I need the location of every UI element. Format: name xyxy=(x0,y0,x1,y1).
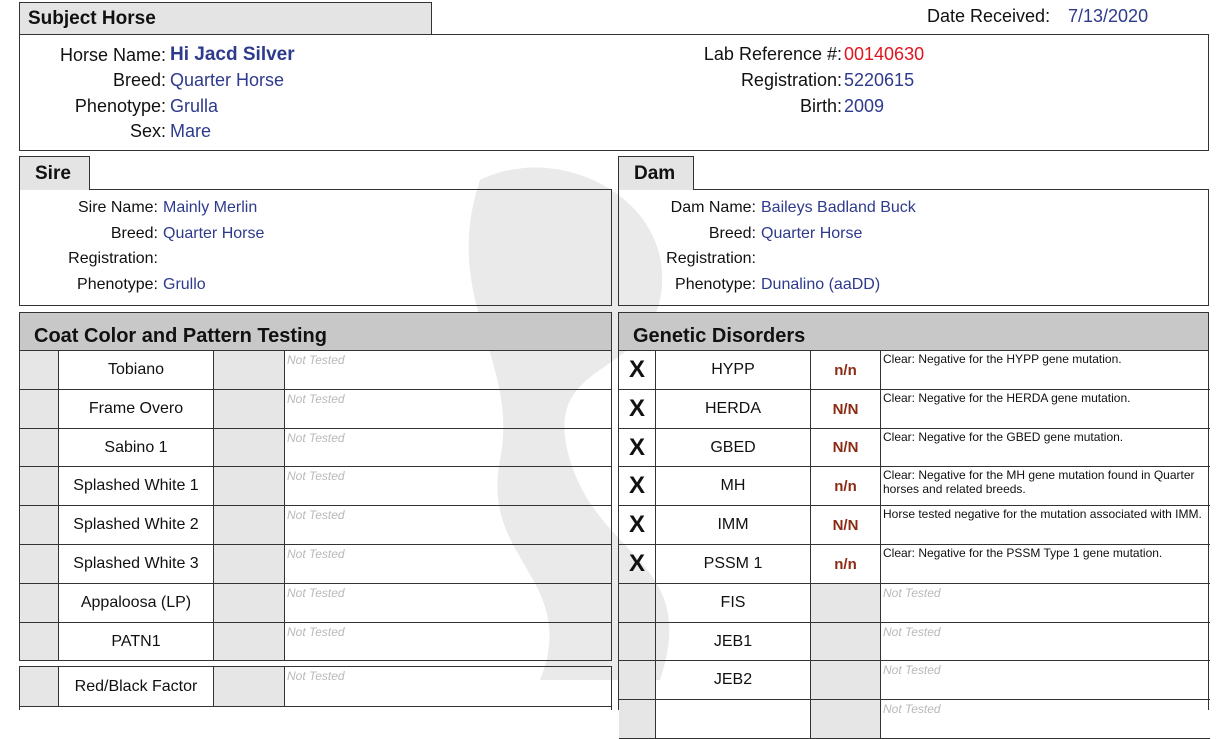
genetic-test-name: IMM xyxy=(656,506,811,545)
genetic-test-description: Clear: Negative for the GBED gene mutation. xyxy=(881,429,1210,467)
dam-name-value: Baileys Badland Buck xyxy=(761,199,916,216)
coat-test-name: Frame Overo xyxy=(59,390,214,429)
coat-result-cell xyxy=(214,429,285,467)
coat-test-name: Sabino 1 xyxy=(59,429,214,467)
sire-phenotype-value: Grullo xyxy=(163,276,206,293)
coat-test-status: Not Tested xyxy=(285,584,612,623)
genetic-result-cell: n/n xyxy=(811,545,881,584)
genetic-test-name xyxy=(656,700,811,739)
breed-value: Quarter Horse xyxy=(170,70,285,90)
genetic-test-name: PSSM 1 xyxy=(656,545,811,584)
date-received-label: Date Received: xyxy=(927,6,1051,26)
coat-test-status: Not Tested xyxy=(285,467,612,506)
sire-name-value: Mainly Merlin xyxy=(163,199,258,216)
coat-test-name: PATN1 xyxy=(59,623,214,661)
genetic-test-name: FIS xyxy=(656,584,811,623)
registration-value: 5220615 xyxy=(844,70,915,90)
coat-result-cell xyxy=(214,545,285,584)
coat-result-cell xyxy=(214,467,285,506)
coat-result-cell xyxy=(214,623,285,661)
coat-check-cell xyxy=(20,351,59,390)
genetic-check-cell xyxy=(619,700,656,739)
sire-phenotype-label: Phenotype: xyxy=(77,276,158,293)
genetic-test-name: JEB2 xyxy=(656,661,811,700)
genetic-test-name: HERDA xyxy=(656,390,811,429)
coat-test-name: Splashed White 2 xyxy=(59,506,214,545)
dam-phenotype-value: Dunalino (aaDD) xyxy=(761,276,881,293)
dam-breed-value: Quarter Horse xyxy=(761,225,863,242)
registration-label: Registration: xyxy=(740,70,842,90)
genetic-check-cell: X xyxy=(619,429,656,467)
subject-section-title: Subject Horse xyxy=(28,8,156,29)
coat-test-status: Not Tested xyxy=(285,351,612,390)
genetic-table xyxy=(618,350,1209,716)
genetic-test-description: Not Tested xyxy=(881,661,1210,700)
coat-check-cell xyxy=(20,390,59,429)
coat-test-name: Appaloosa (LP) xyxy=(59,584,214,623)
genetic-check-cell: X xyxy=(619,390,656,429)
sire-registration-label: Registration: xyxy=(68,250,158,267)
genetic-test-name: GBED xyxy=(656,429,811,467)
sire-section-title: Sire xyxy=(35,162,71,184)
coat-check-cell xyxy=(20,467,59,506)
coat-table xyxy=(19,350,612,661)
genetic-test-description: Clear: Negative for the PSSM Type 1 gene mutation. xyxy=(881,545,1210,584)
genetic-test-description: Clear: Negative for the HERDA gene mutation. xyxy=(881,390,1210,429)
coat-check-cell xyxy=(20,623,59,661)
lab-ref-value: 00140630 xyxy=(844,44,925,64)
genetic-check-cell: X xyxy=(619,506,656,545)
genetic-test-description: Not Tested xyxy=(881,584,1210,623)
genetic-test-name: MH xyxy=(656,467,811,506)
coat-section-header xyxy=(19,312,612,351)
phenotype-label: Phenotype: xyxy=(74,96,166,116)
coat-result-cell xyxy=(214,584,285,623)
genetic-section-title: Genetic Disorders xyxy=(633,325,806,347)
date-received-value: 7/13/2020 xyxy=(1068,6,1149,26)
genetic-test-description: Clear: Negative for the HYPP gene mutation. xyxy=(881,351,1210,390)
coat-test-status: Not Tested xyxy=(285,390,612,429)
coat-result-cell xyxy=(214,506,285,545)
coat-test-status: Not Tested xyxy=(285,623,612,661)
coat-test-name: Tobiano xyxy=(59,351,214,390)
coat-extra-test-name: Red/Black Factor xyxy=(59,667,214,707)
genetic-test-description: Not Tested xyxy=(881,623,1210,661)
birth-label: Birth: xyxy=(799,96,842,116)
genetic-check-cell xyxy=(619,623,656,661)
genetic-result-cell: N/N xyxy=(811,506,881,545)
dam-section-title: Dam xyxy=(634,162,676,184)
coat-extra-table xyxy=(19,666,612,710)
dam-phenotype-label: Phenotype: xyxy=(675,276,756,293)
breed-label: Breed: xyxy=(112,70,166,90)
coat-check-cell xyxy=(20,584,59,623)
coat-test-status: Not Tested xyxy=(285,429,612,467)
genetic-check-cell xyxy=(619,661,656,700)
genetic-result-cell xyxy=(811,700,881,739)
genetic-result-cell: n/n xyxy=(811,351,881,390)
genetic-test-name: JEB1 xyxy=(656,623,811,661)
coat-extra-result-cell xyxy=(214,667,285,707)
genetic-result-cell: N/N xyxy=(811,390,881,429)
sex-value: Mare xyxy=(170,121,212,141)
genetic-test-name: HYPP xyxy=(656,351,811,390)
coat-test-name: Splashed White 3 xyxy=(59,545,214,584)
coat-extra-status: Not Tested xyxy=(285,667,612,707)
sire-breed-value: Quarter Horse xyxy=(163,225,265,242)
dam-registration-label: Registration: xyxy=(666,250,756,267)
genetic-result-cell: n/n xyxy=(811,467,881,506)
sex-label: Sex: xyxy=(129,121,166,141)
coat-extra-check-cell xyxy=(20,667,59,707)
genetic-section-header xyxy=(618,312,1209,351)
genetic-result-cell: N/N xyxy=(811,429,881,467)
coat-test-status: Not Tested xyxy=(285,506,612,545)
dam-breed-label: Breed: xyxy=(708,225,756,242)
horse-name-label: Horse Name: xyxy=(59,45,166,65)
sire-name-label: Sire Name: xyxy=(77,199,158,216)
genetic-check-cell xyxy=(619,584,656,623)
coat-result-cell xyxy=(214,351,285,390)
genetic-check-cell: X xyxy=(619,545,656,584)
genetic-test-description: Not Tested xyxy=(881,700,1210,739)
dam-section-tab xyxy=(618,156,694,190)
sire-breed-label: Breed: xyxy=(110,225,158,242)
genetic-check-cell: X xyxy=(619,467,656,506)
coat-test-name: Splashed White 1 xyxy=(59,467,214,506)
subject-section-tab xyxy=(19,2,432,35)
genetic-check-cell: X xyxy=(619,351,656,390)
coat-check-cell xyxy=(20,545,59,584)
genetic-result-cell xyxy=(811,661,881,700)
coat-check-cell xyxy=(20,506,59,545)
genetic-result-cell xyxy=(811,584,881,623)
genetic-test-description: Horse tested negative for the mutation associated with IMM. xyxy=(881,506,1210,545)
dam-name-label: Dam Name: xyxy=(670,199,756,216)
coat-test-status: Not Tested xyxy=(285,545,612,584)
genetic-result-cell xyxy=(811,623,881,661)
phenotype-value: Grulla xyxy=(170,96,219,116)
coat-check-cell xyxy=(20,429,59,467)
birth-value: 2009 xyxy=(844,96,885,116)
genetic-test-description: Clear: Negative for the MH gene mutation found in Quarter horses and related breeds. xyxy=(881,467,1210,506)
coat-result-cell xyxy=(214,390,285,429)
horse-name-value: Hi Jacd Silver xyxy=(170,44,295,65)
coat-section-title: Coat Color and Pattern Testing xyxy=(34,325,327,347)
lab-ref-label: Lab Reference #: xyxy=(703,44,842,64)
sire-section-tab xyxy=(19,156,90,190)
